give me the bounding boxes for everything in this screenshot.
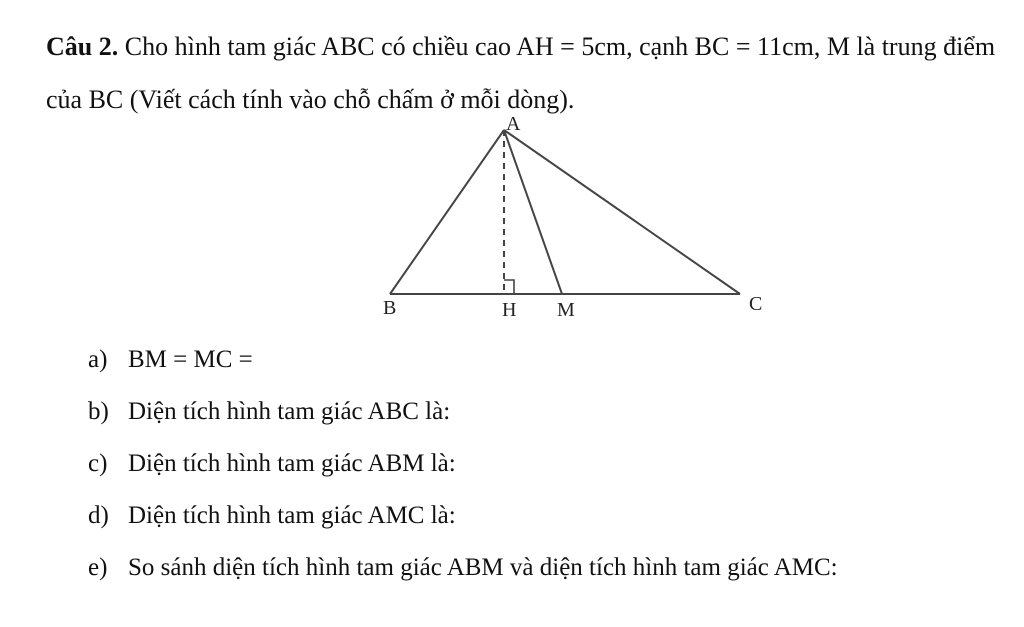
item-text: BM = MC =: [128, 346, 253, 373]
item-marker: e): [88, 554, 108, 581]
item-d: [88, 494, 838, 546]
item-text: Diện tích hình tam giác ABM là:: [128, 450, 456, 477]
point-label-c: C: [749, 293, 763, 315]
right-angle-marker: [504, 280, 514, 294]
item-text: So sánh diện tích hình tam giác ABM và diện tích hình tam giác AMC:: [128, 554, 838, 581]
item-b: [88, 390, 838, 442]
point-label-h: H: [502, 299, 517, 321]
question-body: Cho hình tam giác ABC có chiều cao AH = 5cm, cạnh BC = 11cm, M là trung điểm của BC (Viết cách tính vào chỗ chấm ở mỗi dòng).: [46, 32, 996, 114]
side-ac: [504, 130, 740, 294]
question-label: Câu 2.: [46, 32, 119, 61]
item-marker: a): [88, 346, 108, 373]
item-text: Diện tích hình tam giác ABC là:: [128, 398, 451, 425]
question-items: [88, 338, 838, 598]
median-am: [504, 130, 562, 294]
item-text: Diện tích hình tam giác AMC là:: [128, 502, 456, 529]
triangle-diagram: [370, 110, 790, 330]
item-a: [88, 338, 838, 390]
item-marker: d): [88, 502, 109, 529]
item-e: [88, 546, 838, 598]
side-ab: [390, 130, 504, 294]
point-label-m: M: [557, 299, 575, 321]
item-marker: b): [88, 398, 109, 425]
item-c: [88, 442, 838, 494]
point-label-a: A: [506, 113, 521, 135]
item-marker: c): [88, 450, 108, 477]
triangle-figure: [370, 110, 790, 330]
point-label-b: B: [383, 297, 397, 319]
